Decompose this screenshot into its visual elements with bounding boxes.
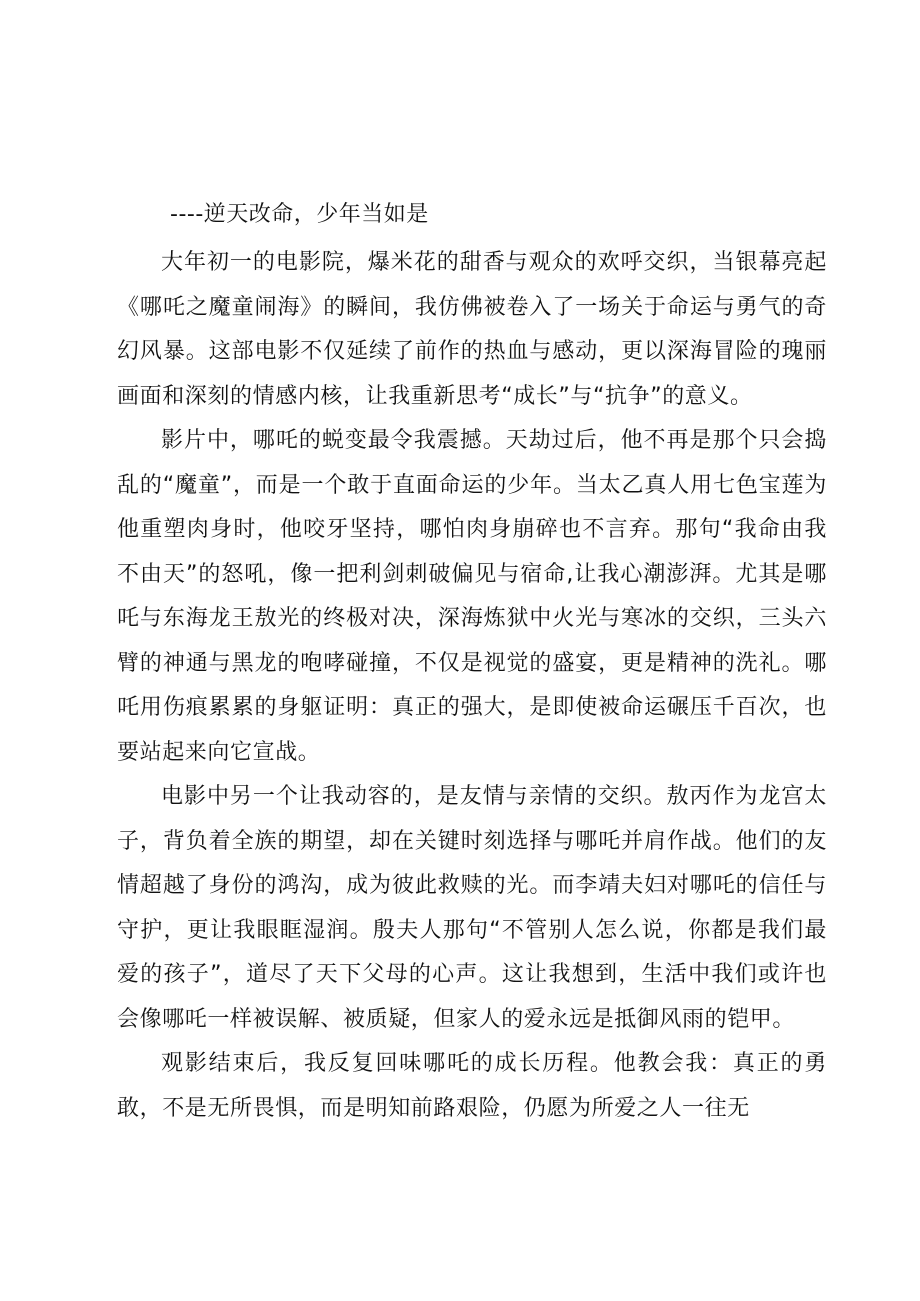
paragraph-reflection: 观影结束后，我反复回味哪吒的成长历程。他教会我：真正的勇敢，不是无所畏惧，而是明知前路艰险，仍愿为所爱之人一往无 bbox=[117, 1051, 827, 1121]
paragraph-friendship-family: 电影中另一个让我动容的，是友情与亲情的交织。敖丙作为龙宫太子，背负着全族的期望，却在关键时刻选择与哪吒并肩作战。他们的友情超越了身份的鸿沟，成为彼此救赎的光。而李靖夫妇对哪吒的信任与守护，更让我眼眶湿润。殷夫人那句“不管别人怎么说，你都是我们最爱的孩子”，道尽了天下父母的心声。这让我想到，生活中我们或许也会像哪吒一样被误解、被质疑，但家人的爱永远是抵御风雨的铠甲。 bbox=[117, 784, 827, 1032]
document-body bbox=[117, 196, 827, 1131]
essay-subtitle: ----逆天改命，少年当如是 bbox=[170, 202, 429, 227]
paragraph-intro: 大年初一的电影院，爆米花的甜香与观众的欢呼交织，当银幕亮起《哪吒之魔童闹海》的瞬间，我仿佛被卷入了一场关于命运与勇气的奇幻风暴。这部电影不仅延续了前作的热血与感动，更以深海冒险的瑰丽画面和深刻的情感内核，让我重新思考“成长”与“抗争”的意义。 bbox=[117, 250, 827, 409]
paragraph-transformation: 影片中，哪吒的蜕变最令我震撼。天劫过后，他不再是那个只会捣乱的“魔童”，而是一个敢于直面命运的少年。当太乙真人用七色宝莲为他重塑肉身时，他咬牙坚持，哪怕肉身崩碎也不言弃。那句“我命由我不由天”的怒吼，像一把利剑刺破偏见与宿命,让我心潮澎湃。尤其是哪吒与东海龙王敖光的终极对决，深海炼狱中火光与寒冰的交织，三头六臂的神通与黑龙的咆哮碰撞，不仅是视觉的盛宴，更是精神的洗礼。哪吒用伤痕累累的身躯证明：真正的强大，是即使被命运碾压千百次，也要站起来向它宣战。 bbox=[117, 428, 827, 765]
